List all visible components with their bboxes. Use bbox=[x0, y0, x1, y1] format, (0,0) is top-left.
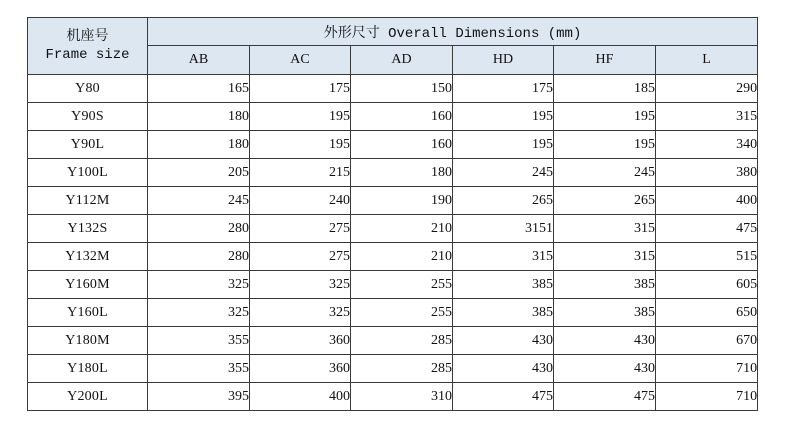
frame-size-cell: Y80 bbox=[28, 75, 148, 103]
dimension-cell-ad: 255 bbox=[351, 299, 453, 327]
table-row bbox=[28, 271, 758, 299]
table-row bbox=[28, 159, 758, 187]
table-row bbox=[28, 187, 758, 215]
dimension-cell-ad: 160 bbox=[351, 103, 453, 131]
frame-size-cell: Y112M bbox=[28, 187, 148, 215]
table-body bbox=[28, 75, 758, 411]
dimension-cell-hf: 195 bbox=[554, 131, 656, 159]
dimension-cell-ad: 210 bbox=[351, 215, 453, 243]
dimension-cell-ab: 180 bbox=[148, 103, 250, 131]
dimension-cell-ac: 325 bbox=[250, 271, 351, 299]
column-header-ab: AB bbox=[148, 46, 250, 75]
dimension-cell-ac: 360 bbox=[250, 355, 351, 383]
dimension-cell-l: 340 bbox=[656, 131, 758, 159]
dimension-cell-ad: 285 bbox=[351, 327, 453, 355]
dimension-cell-hf: 185 bbox=[554, 75, 656, 103]
table-row bbox=[28, 383, 758, 411]
column-header-ac: AC bbox=[250, 46, 351, 75]
dimension-cell-ab: 280 bbox=[148, 243, 250, 271]
dimension-cell-ac: 240 bbox=[250, 187, 351, 215]
frame-size-cell: Y160L bbox=[28, 299, 148, 327]
dimension-cell-l: 315 bbox=[656, 103, 758, 131]
frame-size-cell: Y200L bbox=[28, 383, 148, 411]
table-row bbox=[28, 131, 758, 159]
dimension-cell-hd: 430 bbox=[453, 355, 554, 383]
dimension-cell-ad: 150 bbox=[351, 75, 453, 103]
dimension-cell-l: 710 bbox=[656, 383, 758, 411]
dimension-cell-l: 650 bbox=[656, 299, 758, 327]
frame-size-header-cn: 机座号 bbox=[66, 29, 109, 45]
table-row bbox=[28, 75, 758, 103]
dimension-cell-hd: 195 bbox=[453, 103, 554, 131]
dimension-cell-hd: 430 bbox=[453, 327, 554, 355]
dimension-cell-ab: 205 bbox=[148, 159, 250, 187]
dimension-cell-l: 475 bbox=[656, 215, 758, 243]
frame-size-cell: Y90L bbox=[28, 131, 148, 159]
dimension-cell-ab: 180 bbox=[148, 131, 250, 159]
dimension-cell-ab: 325 bbox=[148, 271, 250, 299]
dimension-cell-ab: 325 bbox=[148, 299, 250, 327]
frame-size-cell: Y180L bbox=[28, 355, 148, 383]
frame-size-header-en: Frame size bbox=[45, 47, 130, 63]
dimension-cell-hf: 315 bbox=[554, 243, 656, 271]
overall-dimensions-header: 外形尺寸 Overall Dimensions (mm) bbox=[148, 18, 758, 46]
dimension-cell-l: 515 bbox=[656, 243, 758, 271]
dimension-cell-hd: 385 bbox=[453, 299, 554, 327]
frame-size-cell: Y90S bbox=[28, 103, 148, 131]
dimension-cell-hd: 3151 bbox=[453, 215, 554, 243]
dimension-cell-ac: 195 bbox=[250, 131, 351, 159]
dimension-cell-ac: 360 bbox=[250, 327, 351, 355]
dimension-cell-ab: 355 bbox=[148, 355, 250, 383]
column-header-hf: HF bbox=[554, 46, 656, 75]
column-header-l: L bbox=[656, 46, 758, 75]
table-row bbox=[28, 103, 758, 131]
dimension-cell-ac: 275 bbox=[250, 243, 351, 271]
dimension-cell-hf: 430 bbox=[554, 327, 656, 355]
dimension-cell-ad: 160 bbox=[351, 131, 453, 159]
dimension-cell-ad: 210 bbox=[351, 243, 453, 271]
dimension-cell-l: 605 bbox=[656, 271, 758, 299]
dimension-cell-ad: 190 bbox=[351, 187, 453, 215]
dimension-cell-ab: 280 bbox=[148, 215, 250, 243]
dimension-cell-hd: 385 bbox=[453, 271, 554, 299]
dimension-cell-ab: 165 bbox=[148, 75, 250, 103]
dimension-cell-ab: 395 bbox=[148, 383, 250, 411]
dimension-cell-ad: 180 bbox=[351, 159, 453, 187]
dimension-cell-hd: 475 bbox=[453, 383, 554, 411]
dimension-cell-ad: 255 bbox=[351, 271, 453, 299]
dimension-cell-l: 380 bbox=[656, 159, 758, 187]
dimension-cell-ad: 285 bbox=[351, 355, 453, 383]
dimensions-table bbox=[27, 17, 758, 411]
dimension-cell-ac: 215 bbox=[250, 159, 351, 187]
dimension-cell-l: 290 bbox=[656, 75, 758, 103]
header-row-top bbox=[28, 18, 758, 46]
dimension-cell-hd: 175 bbox=[453, 75, 554, 103]
dimension-cell-l: 400 bbox=[656, 187, 758, 215]
table-row bbox=[28, 243, 758, 271]
frame-size-cell: Y132S bbox=[28, 215, 148, 243]
table-row bbox=[28, 215, 758, 243]
dimension-cell-ac: 195 bbox=[250, 103, 351, 131]
dimension-cell-ab: 355 bbox=[148, 327, 250, 355]
frame-size-header bbox=[28, 18, 148, 75]
frame-size-cell: Y160M bbox=[28, 271, 148, 299]
table-row bbox=[28, 299, 758, 327]
table-row bbox=[28, 327, 758, 355]
frame-size-cell: Y132M bbox=[28, 243, 148, 271]
dimension-cell-hf: 385 bbox=[554, 299, 656, 327]
frame-size-cell: Y180M bbox=[28, 327, 148, 355]
dimension-cell-hd: 245 bbox=[453, 159, 554, 187]
column-header-ad: AD bbox=[351, 46, 453, 75]
dimension-cell-ac: 175 bbox=[250, 75, 351, 103]
dimension-cell-hd: 315 bbox=[453, 243, 554, 271]
dimension-cell-hd: 265 bbox=[453, 187, 554, 215]
dimension-cell-ac: 400 bbox=[250, 383, 351, 411]
dimension-cell-hd: 195 bbox=[453, 131, 554, 159]
dimension-cell-ac: 325 bbox=[250, 299, 351, 327]
dimension-cell-ac: 275 bbox=[250, 215, 351, 243]
dimension-cell-ad: 310 bbox=[351, 383, 453, 411]
frame-size-cell: Y100L bbox=[28, 159, 148, 187]
table-row bbox=[28, 355, 758, 383]
dimension-cell-hf: 245 bbox=[554, 159, 656, 187]
dimension-cell-l: 710 bbox=[656, 355, 758, 383]
dimension-cell-ab: 245 bbox=[148, 187, 250, 215]
dimension-cell-l: 670 bbox=[656, 327, 758, 355]
dimension-cell-hf: 430 bbox=[554, 355, 656, 383]
dimension-cell-hf: 315 bbox=[554, 215, 656, 243]
column-header-hd: HD bbox=[453, 46, 554, 75]
dimension-cell-hf: 475 bbox=[554, 383, 656, 411]
dimension-cell-hf: 195 bbox=[554, 103, 656, 131]
dimension-cell-hf: 385 bbox=[554, 271, 656, 299]
dimension-cell-hf: 265 bbox=[554, 187, 656, 215]
